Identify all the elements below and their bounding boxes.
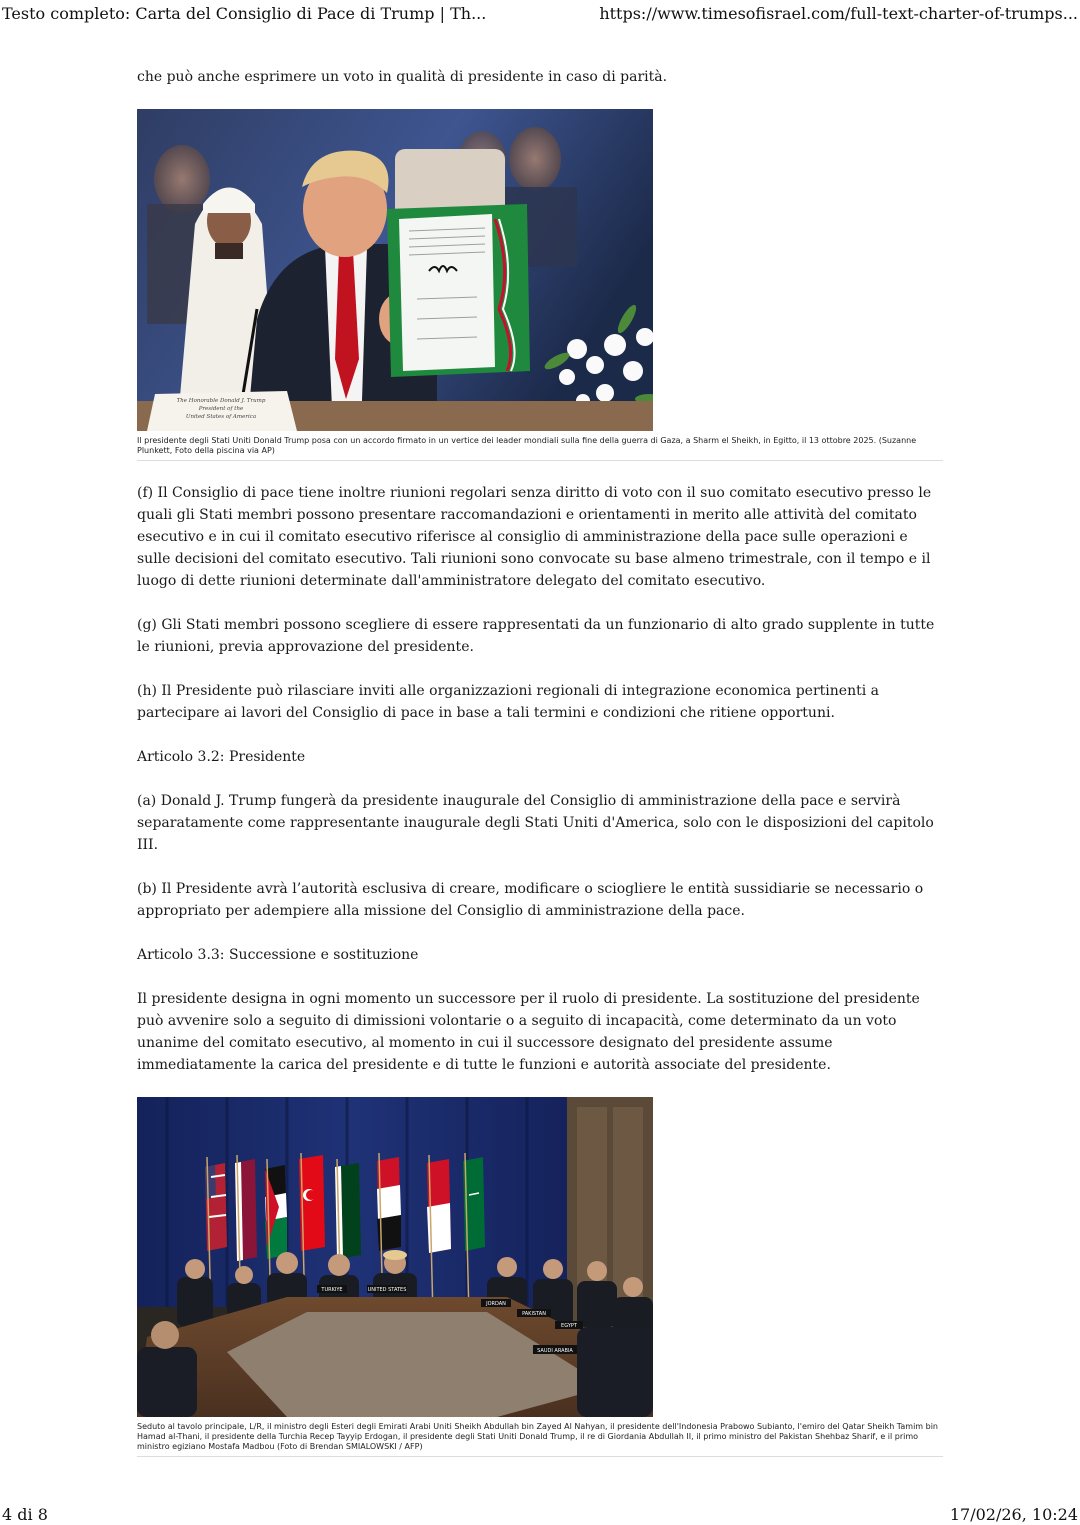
figure-meeting-table <box>137 1097 943 1457</box>
paragraph-3-2-a: (a) Donald J. Trump fungerà da presidente inaugurale del Consiglio di amministrazione della pace e servirà separatamente come rappresentante inaugurale degli Stati Uniti d'America, solo con le disposizioni del capitolo III. <box>137 793 934 853</box>
placard-united-states: UNITED STATES <box>367 1287 407 1293</box>
page-url[interactable]: https://www.timesofisrael.com/full-text-charter-of-trumps... <box>599 4 1078 23</box>
page-number: 4 di 8 <box>2 1505 48 1524</box>
placard-egypt: EGYPT <box>561 1323 577 1329</box>
heading-article-3-3: Articolo 3.3: Successione e sostituzione <box>137 947 419 963</box>
placard-jordan: JORDAN <box>486 1301 506 1307</box>
heading-article-3-2: Articolo 3.2: Presidente <box>137 749 306 765</box>
placard-pakistan: PAKISTAN <box>522 1311 546 1317</box>
placard-turkiye: TURKIYE <box>321 1287 343 1293</box>
print-datetime: 17/02/26, 10:24 <box>949 1505 1078 1524</box>
article-content <box>137 66 943 1457</box>
paragraph-f: (f) Il Consiglio di pace tiene inoltre riunioni regolari senza diritto di voto con il suo comitato esecutivo presso le quali gli Stati membri possono presentare raccomandazioni e orientamenti in merito alle attività del comitato esecutivo e in cui il comitato esecutivo riferisce al consiglio di amministrazione della pace sulle operazioni e sulle decisioni del comitato esecutivo. Tali riunioni sono convocate su base almeno trimestrale, con il tempo e il luogo di dette riunioni determinate dall'amministratore delegato del comitato esecutivo. <box>137 485 932 589</box>
intro-paragraph: che può anche esprimere un voto in qualità di presidente in caso di parità. <box>137 69 668 85</box>
paragraph-h: (h) Il Presidente può rilasciare inviti alle organizzazioni regionali di integrazione economica pertinenti a partecipare ai lavori del Consiglio di pace in base a tali termini e condizioni che ritiene opportuni. <box>137 683 879 721</box>
placard-line-1: The Honorable Donald J. Trump <box>176 398 266 404</box>
paragraph-g: (g) Gli Stati membri possono scegliere di essere rappresentati da un funzionario di alto grado supplente in tutte le riunioni, previa approvazione del presidente. <box>137 617 935 655</box>
placard-line-2: President of the <box>198 406 244 412</box>
photo-trump-signing <box>137 109 653 431</box>
figure-caption: Il presidente degli Stati Uniti Donald Trump posa con un accordo firmato in un vertice dei leader mondiali sulla fine della guerra di Gaza, a Sharm el Sheikh, in Egitto, il 13 ottobre 2025. (Suzanne Plunkett, Foto della piscina via AP) <box>137 436 943 461</box>
page-title: Testo completo: Carta del Consiglio di Pace di Trump | Th... <box>2 4 487 23</box>
paragraph-3-2-b: (b) Il Presidente avrà l’autorità esclusiva di creare, modificare o sciogliere le entità sussidiarie se necessario o appropriato per adempiere alla missione del Consiglio di amministrazione della pace. <box>137 881 924 919</box>
figure-trump-signing <box>137 109 943 461</box>
figure-caption: Seduto al tavolo principale, L/R, il ministro degli Esteri degli Emirati Arabi Uniti Sheikh Abdullah bin Zayed Al Nahyan, il presidente dell'Indonesia Prabowo Subianto, l'emiro del Qatar Sheikh Tamim bin Hamad al-Thani, il presidente della Turchia Recep Tayyip Erdogan, il presidente degli Stati Uniti Donald Trump, il re di Giordania Abdullah II, il primo ministro del Pakistan Shehbaz Sharif, e il primo ministro egiziano Mostafa Madbou (Foto di Brendan SMIALOWSKI / AFP) <box>137 1422 943 1457</box>
placard-saudi-arabia: SAUDI ARABIA <box>537 1348 573 1354</box>
placard-line-3: United States of America <box>185 414 257 420</box>
photo-meeting-table <box>137 1097 653 1417</box>
paragraph-3-3: Il presidente designa in ogni momento un successore per il ruolo di presidente. La sostituzione del presidente può avvenire solo a seguito di dimissioni volontarie o a seguito di incapacità, come determinato da un voto unanime del comitato esecutivo, al momento in cui il successore designato del presidente assume immediatamente la carica del presidente e di tutte le funzioni e autorità associate del presidente. <box>137 991 920 1073</box>
